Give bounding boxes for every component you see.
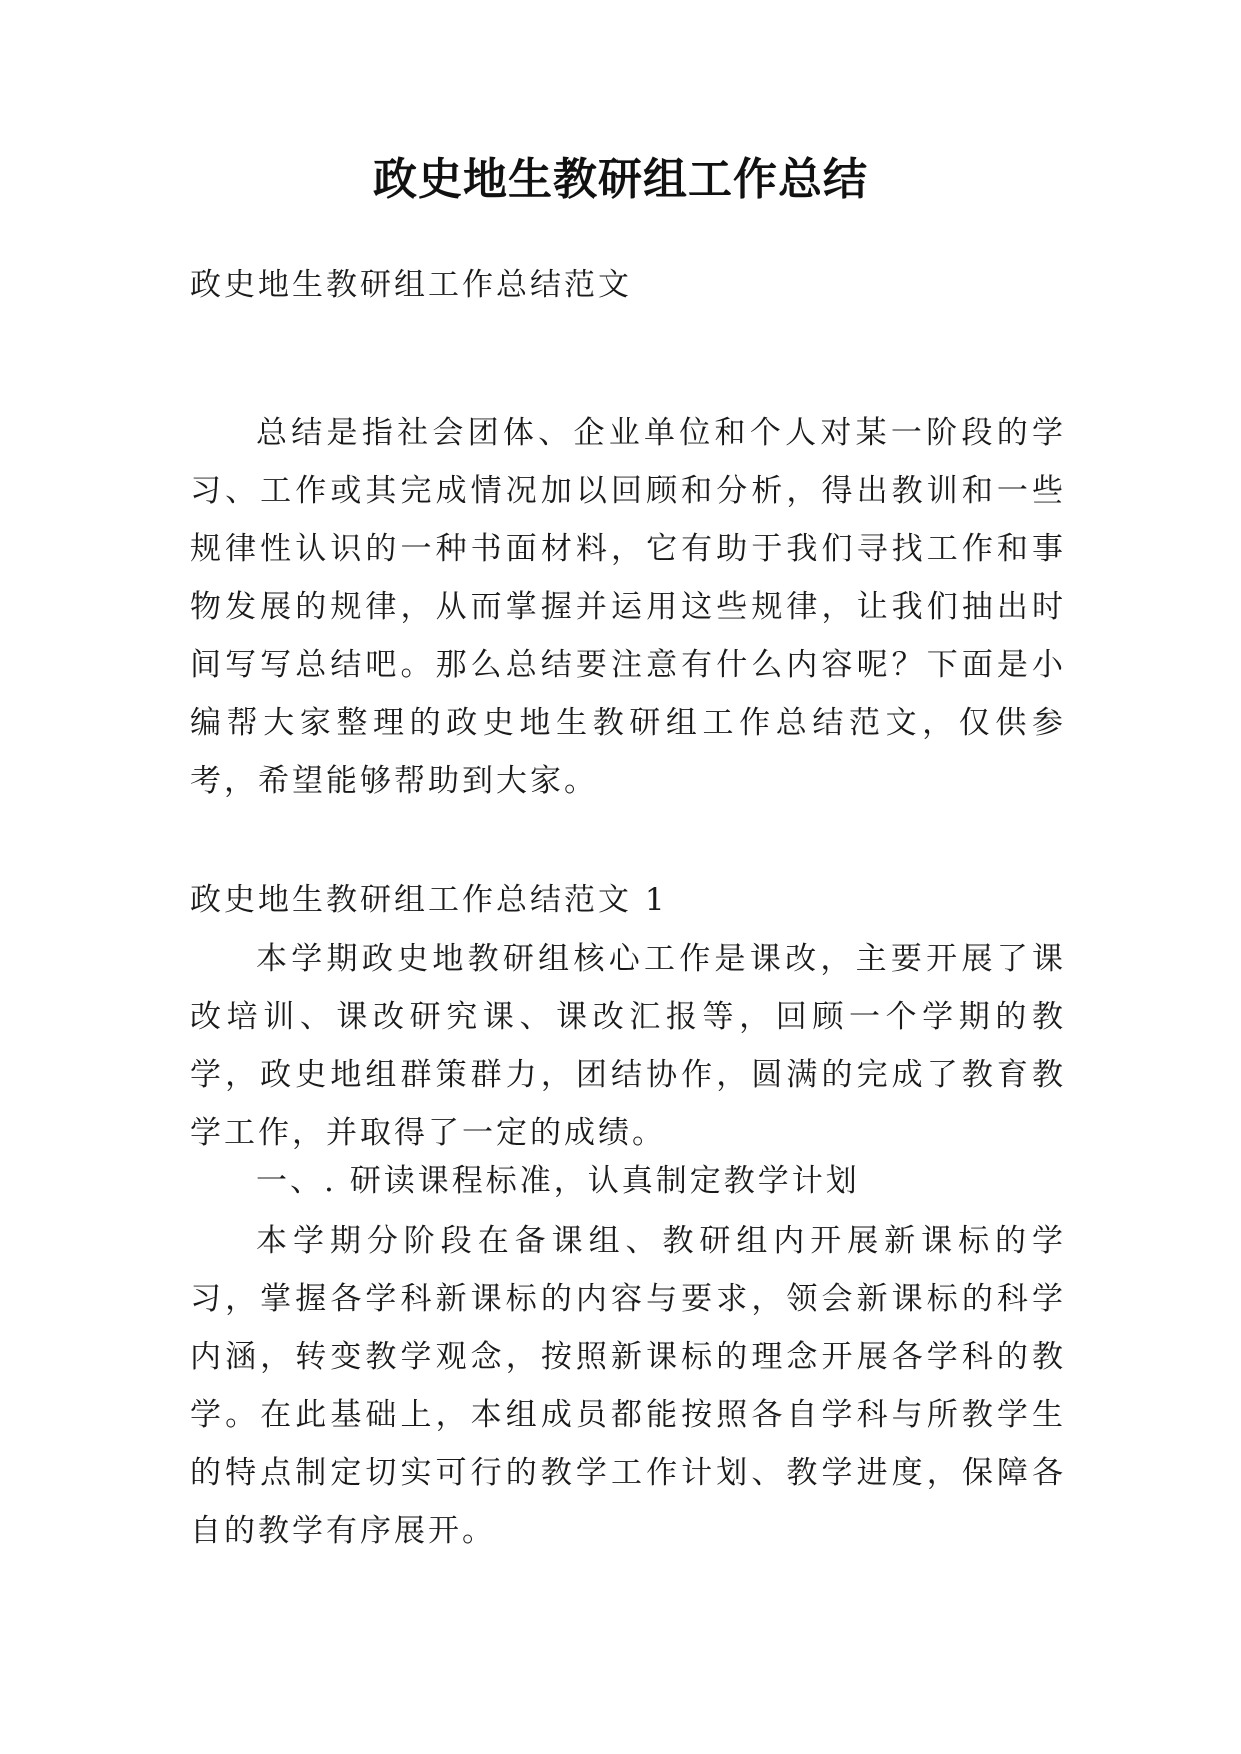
heading-item-1: 一、. 研读课程标准，认真制定教学计划 (256, 1163, 860, 1199)
intro-paragraph: 总结是指社会团体、企业单位和个人对某一阶段的学习、工作或其完成情况加以回顾和分析，得出教训和一些规律性认识的一种书面材料，它有助于我们寻找工作和事物发展的规律，从而掌握并运用这些规律，让我们抽出时间写写总结吧。那么总结要注意有什么内容呢？下面是小编帮大家整理的政史地生教研组工作总结范文，仅供参考，希望能够帮助到大家。 (190, 415, 1066, 799)
document-subtitle: 政史地生教研组工作总结范文 (190, 267, 632, 303)
section-title: 政史地生教研组工作总结范文 1 (190, 882, 668, 918)
paragraph-1: 本学期政史地教研组核心工作是课改，主要开展了课改培训、课改研究课、课改汇报等，回顾一个学期的教学，政史地组群策群力，团结协作，圆满的完成了教育教学工作，并取得了一定的成绩。 (190, 941, 1066, 1151)
document-title: 政史地生教研组工作总结 (373, 154, 868, 205)
paragraph-2: 本学期分阶段在备课组、教研组内开展新课标的学习，掌握各学科新课标的内容与要求，领会新课标的科学内涵，转变教学观念，按照新课标的理念开展各学科的教学。在此基础上，本组成员都能按照各自学科与所教学生的特点制定切实可行的教学工作计划、教学进度，保障各自的教学有序展开。 (190, 1223, 1066, 1549)
